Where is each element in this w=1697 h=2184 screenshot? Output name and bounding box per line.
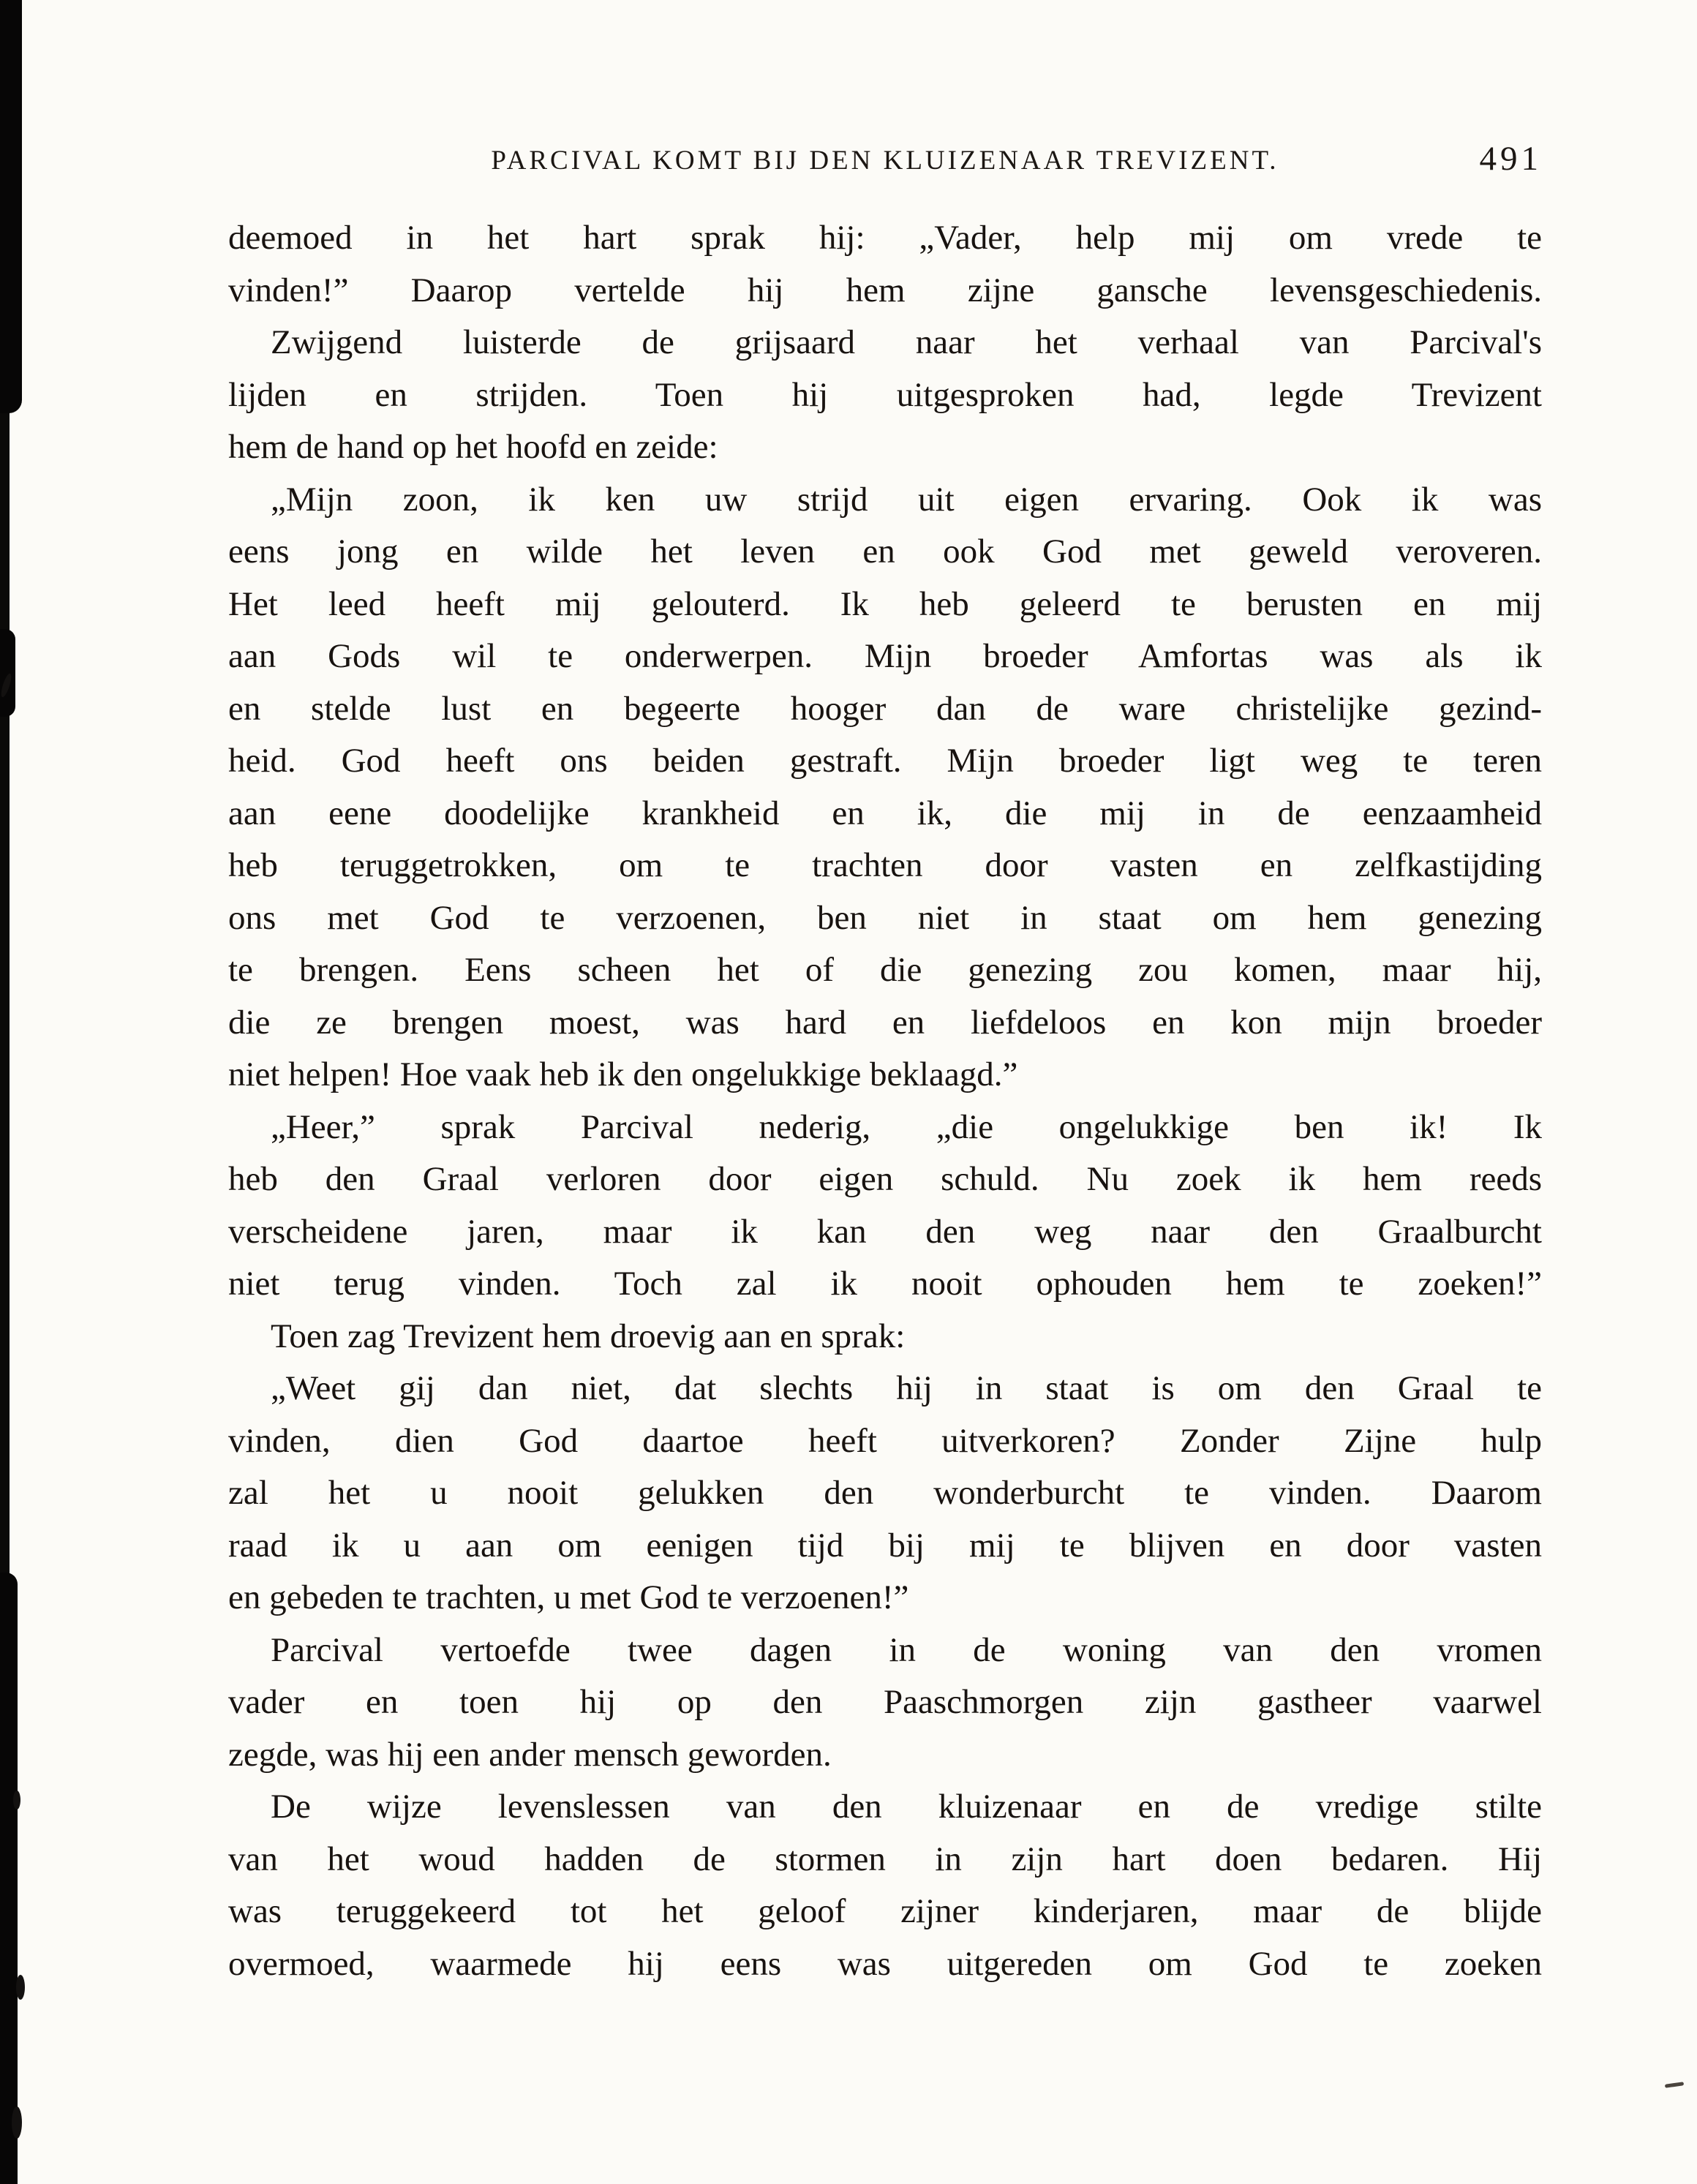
scan-speck [12, 2106, 22, 2139]
paragraph [228, 1102, 1542, 1311]
text-line: lijden en strijden. Toen hij uitgesproken had, legde Trevizent [228, 375, 1542, 414]
text-line: niet helpen! Hoe vaak heb ik den ongelukkige beklaagd.” [228, 1055, 1018, 1093]
text-line: en stelde lust en begeerte hooger dan de ware christelijke gezind- [228, 689, 1542, 728]
paragraph [228, 212, 1542, 317]
scan-edge-artifact [0, 629, 15, 717]
text-line: Parcival vertoefde twee dagen in de woning van den vromen [271, 1630, 1542, 1669]
paragraph [228, 317, 1542, 474]
running-head [228, 140, 1542, 187]
text-line: heb den Graal verloren door eigen schuld. Nu zoek ik hem reeds [228, 1160, 1542, 1198]
scan-speck [16, 1975, 25, 2000]
text-line: vinden, dien God daartoe heeft uitverkoren? Zonder Zijne hulp [228, 1421, 1542, 1460]
text-line: zal het u nooit gelukken den wonderburcht te vinden. Daarom [228, 1474, 1542, 1512]
text-line: overmoed, waarmede hij eens was uitgereden om God te zoeken [228, 1944, 1542, 1983]
paragraph [228, 1624, 1542, 1782]
chapter-title: PARCIVAL KOMT BIJ DEN KLUIZENAAR TREVIZENT. [491, 146, 1279, 176]
text-line: vader en toen hij op den Paaschmorgen zijn gastheer vaarwel [228, 1683, 1542, 1721]
text-line: De wijze levenslessen van den kluizenaar en de vredige stilte [271, 1788, 1542, 1826]
text-block [228, 212, 1542, 1990]
text-line: zegde, was hij een ander mensch geworden. [228, 1735, 832, 1774]
text-line: „Heer,” sprak Parcival nederig, „die ongelukkige ben ik! Ik [271, 1107, 1542, 1146]
text-line: hem de hand op het hoofd en zeide: [228, 428, 718, 466]
text-line: was teruggekeerd tot het geloof zijner kinderjaren, maar de blijde [228, 1892, 1542, 1930]
text-line: van het woud hadden de stormen in zijn hart doen bedaren. Hij [228, 1840, 1542, 1878]
text-line: raad ik u aan om eenigen tijd bij mij te blijven en door vasten [228, 1526, 1542, 1564]
text-line: heid. God heeft ons beiden gestraft. Mijn broeder ligt weg te teren [228, 742, 1542, 780]
text-line: Toen zag Trevizent hem droevig aan en sprak: [271, 1317, 906, 1355]
page-number: 491 [1479, 140, 1542, 178]
text-line: Het leed heeft mij gelouterd. Ik heb geleerd te berusten en mij [228, 584, 1542, 623]
text-line: verscheidene jaren, maar ik kan den weg naar den Graalburcht [228, 1212, 1542, 1251]
paragraph [228, 1363, 1542, 1624]
paragraph [228, 1781, 1542, 1990]
scan-edge-artifact [0, 0, 22, 413]
text-line: „Mijn zoon, ik ken uw strijd uit eigen ervaring. Ook ik was [271, 480, 1542, 519]
scan-speck [13, 1790, 20, 1810]
paragraph [228, 474, 1542, 1102]
text-line: vinden!” Daarop vertelde hij hem zijne gansche levensgeschiedenis. [228, 271, 1542, 309]
text-line: „Weet gij dan niet, dat slechts hij in staat is om den Graal te [271, 1369, 1542, 1407]
text-line: ons met God te verzoenen, ben niet in staat om hem genezing [228, 898, 1542, 937]
text-line: en gebeden te trachten, u met God te verzoenen!” [228, 1578, 909, 1616]
text-line: die ze brengen moest, was hard en liefdeloos en kon mijn broeder [228, 1003, 1542, 1042]
text-line: te brengen. Eens scheen het of die genezing zou komen, maar hij, [228, 951, 1542, 989]
text-line: heb teruggetrokken, om te trachten door vasten en zelfkastijding [228, 846, 1542, 884]
text-line: eens jong en wilde het leven en ook God met geweld veroveren. [228, 532, 1542, 571]
text-line: niet terug vinden. Toch zal ik nooit ophouden hem te zoeken!” [228, 1265, 1542, 1303]
scan-edge-artifact [0, 1573, 18, 2184]
text-line: aan eene doodelijke krankheid en ik, die mij in de eenzaamheid [228, 794, 1542, 832]
text-line: deemoed in het hart sprak hij: „Vader, help mij om vrede te [228, 219, 1542, 257]
text-line: Zwijgend luisterde de grijsaard naar het verhaal van Parcival's [271, 323, 1542, 361]
paragraph [228, 1311, 1542, 1363]
text-line: aan Gods wil te onderwerpen. Mijn broeder Amfortas was als ik [228, 637, 1542, 675]
scan-mark [1665, 2082, 1684, 2088]
